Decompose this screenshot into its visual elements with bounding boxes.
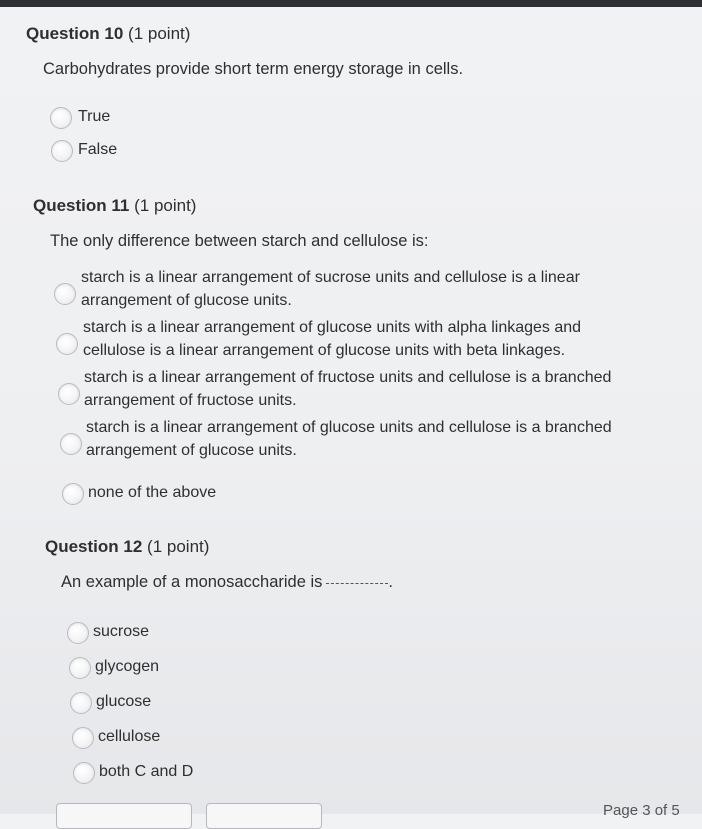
page-indicator: Page 3 of 5 — [603, 802, 680, 819]
option-line: starch is a linear arrangement of glucose units and cellulose is a branched — [86, 419, 612, 436]
question-10-text: Carbohydrates provide short term energy storage in cells. — [43, 60, 464, 78]
radio-button[interactable] — [62, 483, 84, 505]
question-points: (1 point) — [147, 537, 210, 556]
question-10-heading — [26, 24, 190, 44]
option-line: starch is a linear arrangement of sucrose units and cellulose is a linear — [81, 269, 580, 286]
radio-button[interactable] — [72, 727, 94, 749]
option-line: starch is a linear arrangement of glucose units with alpha linkages and — [83, 319, 582, 336]
radio-button[interactable] — [69, 657, 91, 679]
radio-button[interactable] — [70, 692, 92, 714]
option-label: cellulose — [98, 728, 161, 745]
question-stem: An example of a monosaccharide is — [61, 573, 323, 591]
radio-button[interactable] — [51, 140, 73, 162]
question-number: Question 12 — [45, 537, 143, 556]
radio-button[interactable] — [58, 383, 80, 405]
question-number: Question 11 — [33, 196, 130, 215]
option-label — [81, 266, 641, 312]
blank-end: . — [388, 573, 393, 591]
option-line: cellulose is a linear arrangement of glucose units with beta linkages. — [83, 342, 566, 359]
question-points: (1 point) — [128, 24, 191, 43]
option-label: glycogen — [95, 658, 160, 675]
option-label: both C and D — [99, 763, 194, 780]
radio-button[interactable] — [56, 333, 78, 355]
radio-button[interactable] — [67, 622, 89, 644]
option-label — [83, 316, 643, 362]
option-line: arrangement of glucose units. — [81, 292, 292, 309]
answer-blank — [326, 583, 388, 584]
option-line: starch is a linear arrangement of fructose units and cellulose is a branched — [84, 369, 612, 386]
option-line: arrangement of glucose units. — [86, 442, 297, 459]
next-page-button[interactable] — [206, 803, 322, 829]
question-12-text — [61, 573, 393, 592]
option-label — [86, 416, 676, 462]
option-label: none of the above — [88, 484, 217, 501]
question-11-heading — [33, 196, 196, 216]
option-label: False — [78, 141, 118, 158]
top-frame-edge — [0, 0, 702, 7]
radio-button[interactable] — [50, 107, 72, 129]
option-label — [84, 366, 674, 412]
option-label: sucrose — [93, 623, 150, 640]
radio-button[interactable] — [54, 283, 76, 305]
previous-page-button[interactable] — [56, 803, 192, 829]
option-line: arrangement of fructose units. — [84, 392, 297, 409]
question-11-text: The only difference between starch and cellulose is: — [50, 232, 429, 250]
question-points: (1 point) — [134, 196, 197, 215]
question-12-heading — [45, 537, 209, 557]
radio-button[interactable] — [60, 433, 82, 455]
option-label: glucose — [96, 693, 152, 710]
radio-button[interactable] — [73, 762, 95, 784]
option-label: True — [78, 108, 111, 125]
question-number: Question 10 — [26, 24, 124, 43]
